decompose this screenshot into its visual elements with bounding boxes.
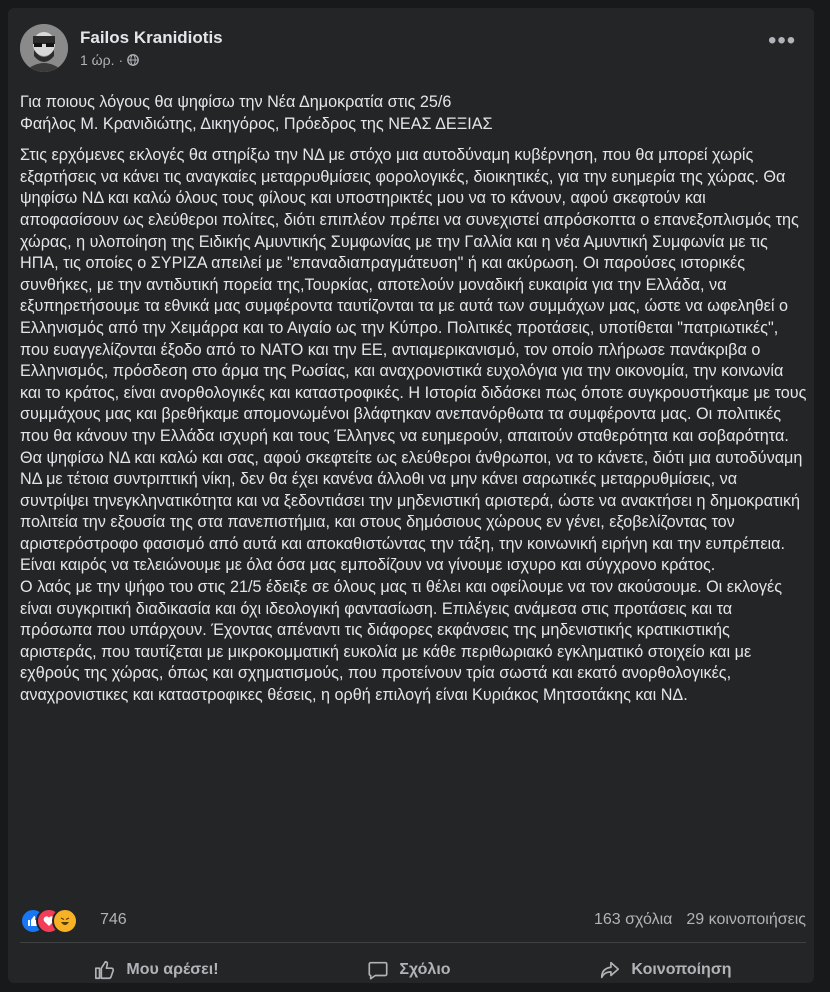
actions-divider [20, 942, 806, 943]
post-content [20, 92, 808, 707]
post-actions [20, 948, 806, 992]
share-icon [599, 959, 621, 981]
thumbs-up-icon [94, 959, 116, 981]
post-card [8, 8, 814, 983]
comment-label: Σχόλιο [399, 961, 451, 978]
more-options-icon[interactable]: ••• [768, 27, 797, 54]
meta-separator: · [118, 52, 124, 68]
share-label: Κοινοποίηση [631, 961, 732, 978]
comments-count[interactable]: 163 σχόλια [594, 911, 673, 928]
like-button[interactable] [76, 953, 236, 987]
comment-icon [367, 959, 389, 981]
share-button[interactable] [581, 953, 749, 987]
haha-reaction-icon [52, 908, 78, 934]
like-label: Μου αρέσει! [126, 961, 219, 978]
reaction-count[interactable]: 746 [100, 911, 127, 928]
reaction-icons[interactable] [20, 908, 84, 932]
post-meta [80, 52, 139, 68]
reactions-bar [20, 906, 806, 936]
post-header [20, 24, 810, 80]
post-time[interactable]: 1 ώρ. [80, 52, 115, 68]
post-paragraph-2: Ο λαός με την ψήφο του στις 21/5 έδειξε σε όλους μας τι θέλει και οφείλουμε να τον ακούσουμε. Οι εκλογές είναι συγκριτική διαδικασία και όχι ιδεολογική φαντασίωση. Επιλέγεις ανάμεσα στις προτάσεις και τα πρόσωπα που υπάρχουν. Έχοντας απέναντι τις διάφορες εκφάνσεις της μηδενιστικής κρατικιστικής αριστεράς, που ταυτίζεται με μικροκομματική ευκολία με κάθε περιθωριακό εγκληματικό στοιχείο και με εχθρούς της χώρας, όπως και σχηματισμούς, που προτείνουν τρία σωστά και εκατό ανορθολογικές, αναχρονιστικες και καταστροφικες θέσεις, η ορθή επιλογή είναι Κυριάκος Μητσοτάκης και ΝΔ. [20, 578, 783, 705]
comment-button[interactable] [349, 953, 468, 987]
post-paragraph-1: Στις ερχόμενες εκλογές θα στηρίξω την ΝΔ με στόχο μια αυτοδύναμη κυβέρνηση, που θα μπορεί χωρίς εξαρτήσεις να κάνει τις αναγκαίες μεταρρυθμίσεις φορολογικές, διοικητικές, για την ευημερία της χώρας. Θα ψηφίσω ΝΔ και καλώ όλους τους φίλους και υποστηρικτές μου να το κάνουν, αφού σκεφτούν και αποφασίσουν ως ελεύθεροι πολίτες, διότι επιπλέον πρέπει να συνεχιστεί απρόσκοπτα ο επανεξοπλισμός της χώρας, η υλοποίηση της Ειδικής Αμυντικής Συμφωνίας με την Γαλλία και η νέα Αμυντική Συμφωνία με τις ΗΠΑ, τις οποίες ο ΣΥΡΙΖΑ απειλεί με "επαναδιαπραγμάτευση" ή και ακύρωση. Οι παρούσες ιστορικές συνθήκες, με την αντιδυτική πορεία της,Τουρκίας, αποτελούν μοναδική ευκαιρία για την Ελλάδα, να εξυπηρετήσουμε τα εθνικά μας συμφέροντα ταυτίζονται τα με αυτά των συμμάχων μας, ώστε να ωφεληθεί ο Ελληνισμός από την Χειμάρρα και το Αιγαίο ως την Κύπρο. Πολιτικές προτάσεις, υποτίθεται "πατριωτικές", που ευαγγελίζονται έξοδο από το ΝΑΤΟ και την ΕΕ, αντιαμερικανισμό, τον οποίο πλήρωσε πανάκριβα ο Ελληνισμός, πρόσδεση στο άρμα της Ρωσίας, και αναχρονιστικά ευχολόγια για την οικονομία, την κοινωνία και το κράτος, είναι ανορθολογικές και καταστροφικές. Η Ιστορία διδάσκει πως όποτε συγκρουστήκαμε με τους συμμάχους μας και βρεθήκαμε απομονωμένοι βλάφτηκαν ανεπανόρθωτα τα συμφέροντα μας. Οι πολιτικές που θα κάνουν την Ελλάδα ισχυρή και τους Έλληνες να ευημερούν, απαιτούν σταθερότητα και σοβαρότητα. Θα ψηφίσω ΝΔ και καλώ και σας, αφού σκεφτείτε ως ελεύθεροι άνθρωποι, να το κάνετε, διότι μια αυτοδύναμη ΝΔ με τέτοια συντριπτική νίκη, δεν θα έχει κανένα άλλοθι να μην κάνει σαρωτικές μεταρρυθμίσεις, να συντρίψει τηνεγκληνατικότητα και να ξεδοντιάσει την μηδενιστική αριστερά, ώστε να ανακτήσει η δημοκρατική πολιτεία την εξουσία της στα πανεπιστήμια, και στους δημόσιους χώρους εν γένει, εξοβελίζοντας τον αριστερόστροφο φασισμό από αυτά και αποκαθιστώντας την τάξη, την κοινωνική ειρήνη και την ευπρέπεια. Είναι καιρός να τελειώνουμε με όλα όσα μας εμποδίζουν να γίνουμε ισχυρο και σύγχρονο κράτος. [20, 146, 807, 575]
avatar[interactable] [20, 24, 68, 72]
shares-count[interactable]: 29 κοινοποιήσεις [686, 911, 806, 928]
author-name[interactable]: Failos Kranidiotis [80, 28, 223, 47]
post-stats [594, 911, 806, 929]
profile-photo [20, 24, 68, 72]
globe-icon[interactable] [127, 54, 139, 66]
post-title-line2: Φαήλος Μ. Κρανιδιώτης, Δικηγόρος, Πρόεδρος της ΝΕΑΣ ΔΕΞΙΑΣ [20, 114, 493, 133]
post-title-line1: Για ποιους λόγους θα ψηφίσω την Νέα Δημοκρατία στις 25/6 [20, 93, 452, 111]
